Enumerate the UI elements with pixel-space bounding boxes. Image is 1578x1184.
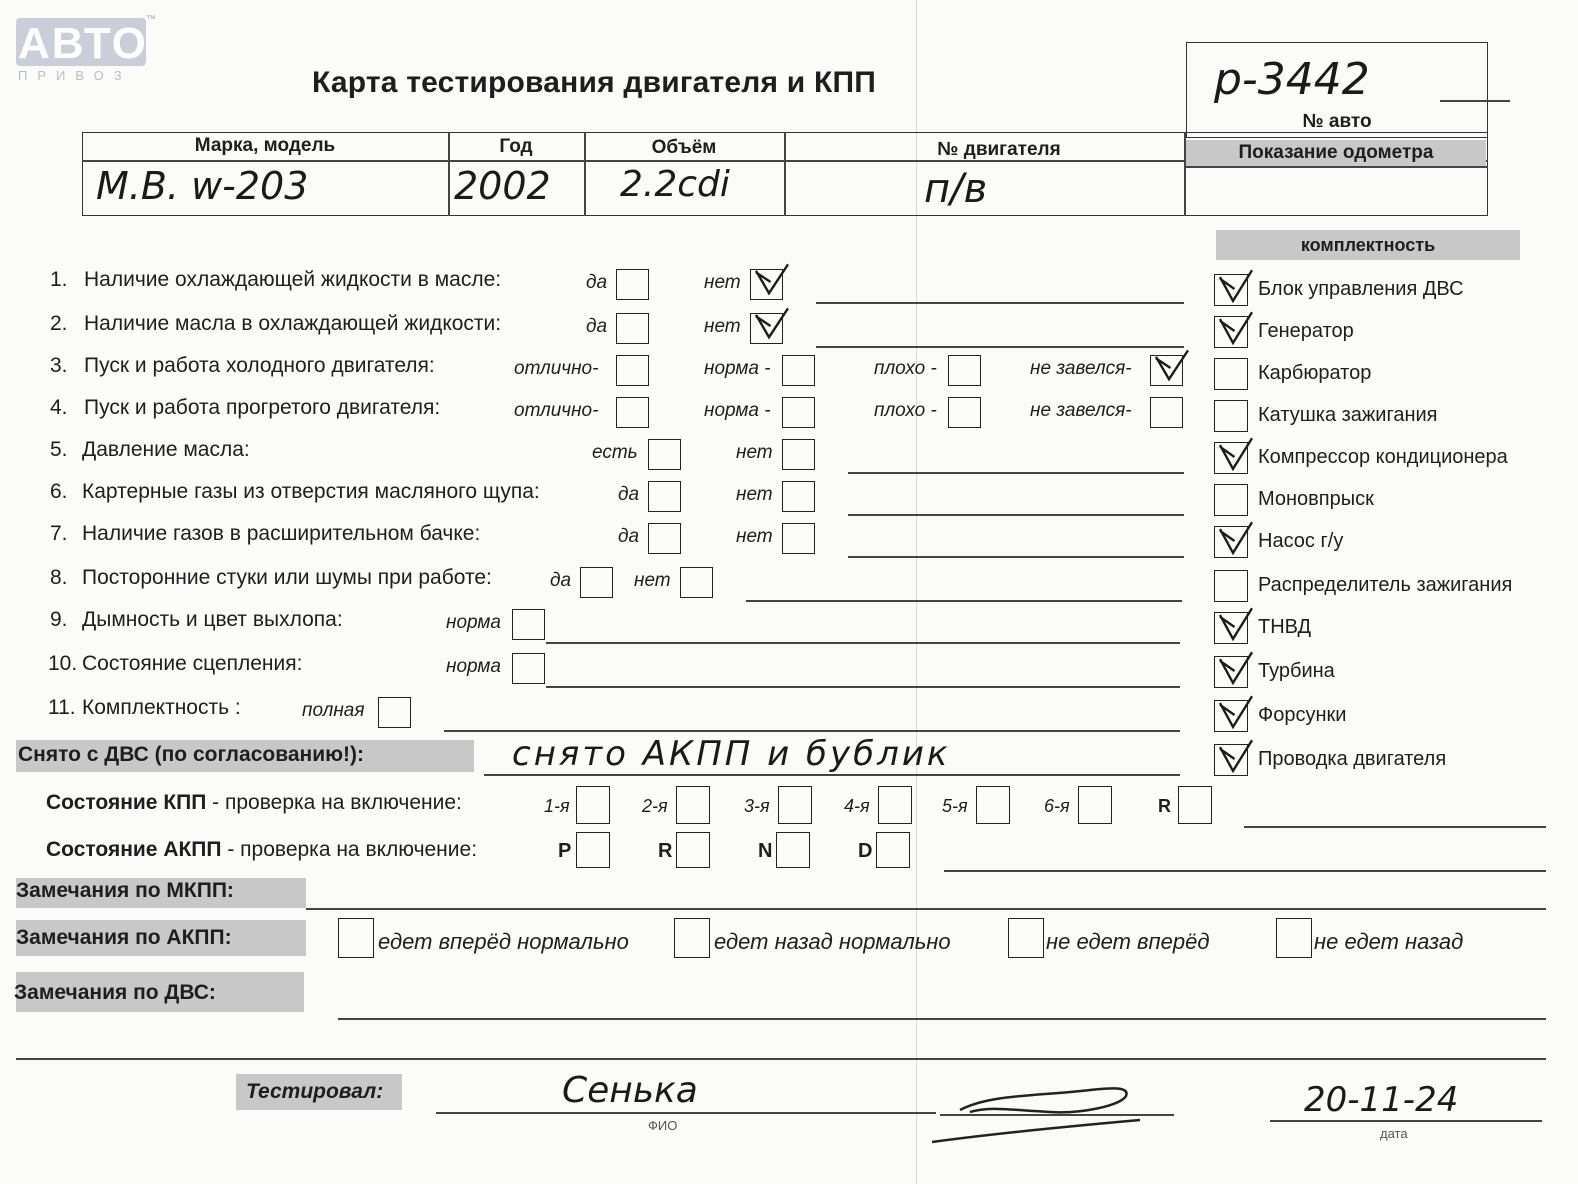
check-note-line <box>546 642 1180 644</box>
checkmark-icon <box>1218 314 1248 348</box>
check-note-line <box>816 346 1184 348</box>
kit-item-label: Распределитель зажигания <box>1258 574 1513 596</box>
kit-item-label: Проводка двигателя <box>1258 748 1447 770</box>
test-date: 20-11-24 <box>1304 1080 1459 1120</box>
checkmark-icon <box>1218 440 1248 474</box>
check-option-label: нет <box>704 316 741 337</box>
check-option-label: да <box>618 484 640 505</box>
check-label: Наличие газов в расширительном бачке: <box>82 522 481 545</box>
kit-item-box[interactable] <box>1214 484 1248 516</box>
check-option-box[interactable] <box>680 567 713 598</box>
check-option-label: нет <box>736 484 773 505</box>
check-option-label: плохо - <box>874 400 937 421</box>
kit-title: комплектность <box>1300 235 1436 255</box>
kpp-gear-label: 1-я <box>544 796 570 816</box>
page-title: Карта тестирования двигателя и КПП <box>312 66 876 99</box>
check-note-line <box>444 730 1180 732</box>
check-option-box[interactable] <box>616 355 649 386</box>
check-number: 4. <box>50 396 68 419</box>
check-label: Дымность и цвет выхлопа: <box>82 608 343 631</box>
removed-line <box>484 774 1180 776</box>
col-make-header: Марка, модель <box>194 135 336 156</box>
col-year-header: Год <box>499 136 533 157</box>
akpp-remark-box[interactable] <box>674 918 710 958</box>
checkmark-icon <box>754 310 784 342</box>
akpp-remark-box[interactable] <box>1008 918 1044 958</box>
make-value: M.B. w-203 <box>96 164 309 208</box>
removed-label: Снято с ДВС (по согласованию!): <box>18 743 365 766</box>
akpp-remark-label: едет назад нормально <box>714 929 951 954</box>
kpp-label: Состояние КПП - проверка на включение: <box>46 791 462 814</box>
check-option-label: да <box>586 272 608 293</box>
car-number-underline <box>1440 100 1510 102</box>
kit-item-label: Карбюратор <box>1258 362 1372 384</box>
removed-value: снято АКПП и бублик <box>512 734 951 774</box>
volume-value: 2.2cdi <box>620 164 730 205</box>
check-label: Состояние сцепления: <box>82 652 303 675</box>
check-option-box[interactable] <box>948 355 981 386</box>
kpp-gear-label: 4-я <box>844 796 870 816</box>
remarks-mkpp-line <box>306 908 1546 910</box>
check-option-label: нет <box>736 442 773 463</box>
check-option-box[interactable] <box>1150 397 1183 428</box>
checkmark-icon <box>1218 698 1248 732</box>
check-number: 7. <box>50 522 68 545</box>
kit-item-box[interactable] <box>1214 400 1248 432</box>
logo-text: АВТО <box>18 19 148 68</box>
check-option-label: да <box>550 570 572 591</box>
kpp-gear-box[interactable] <box>976 786 1010 824</box>
check-option-label: нет <box>736 526 773 547</box>
check-number: 10. <box>48 652 78 675</box>
kpp-gear-label: 2-я <box>642 796 668 816</box>
checkmark-icon <box>1218 272 1248 306</box>
check-option-box[interactable] <box>782 439 815 470</box>
kit-item-label: ТНВД <box>1258 616 1312 638</box>
kpp-gear-box[interactable] <box>1078 786 1112 824</box>
check-note-line <box>848 514 1184 516</box>
check-option-box[interactable] <box>782 397 815 428</box>
checkmark-icon <box>1218 524 1248 558</box>
checkmark-icon <box>1218 610 1248 644</box>
check-option-label: плохо - <box>874 358 937 379</box>
check-option-label: норма <box>446 656 501 677</box>
check-number: 9. <box>50 608 68 631</box>
akpp-gear-label: D <box>858 840 873 862</box>
tester-name: Сенька <box>562 1070 698 1111</box>
kpp-gear-box[interactable] <box>778 786 812 824</box>
check-option-label: отлично- <box>514 358 599 379</box>
kit-item-label: Компрессор кондиционера <box>1258 446 1508 468</box>
remarks-dvs-label: Замечания по ДВС: <box>14 981 216 1004</box>
akpp-remark-label: не едет назад <box>1314 929 1464 954</box>
kpp-line <box>1244 826 1546 828</box>
check-label: Давление масла: <box>82 438 250 461</box>
remarks-dvs-line-2 <box>16 1058 1546 1060</box>
check-option-box[interactable] <box>782 481 815 512</box>
fio-caption: ФИО <box>648 1118 678 1133</box>
check-note-line <box>546 686 1180 688</box>
akpp-line <box>944 870 1546 872</box>
kit-item-box[interactable] <box>1214 570 1248 602</box>
kit-item-label: Турбина <box>1258 660 1335 682</box>
check-option-box[interactable] <box>616 313 649 344</box>
date-caption: дата <box>1380 1126 1408 1141</box>
kit-item-box[interactable] <box>1214 358 1248 390</box>
check-option-label: нет <box>704 272 741 293</box>
engine-no-value: п/в <box>924 166 988 212</box>
logo-subtitle: ПРИВОЗ <box>18 68 132 83</box>
kit-item-label: Генератор <box>1258 320 1354 342</box>
test-date-line <box>1270 1120 1542 1122</box>
akpp-gear-box[interactable] <box>776 832 810 868</box>
akpp-gear-box[interactable] <box>576 832 610 868</box>
kpp-gear-box[interactable] <box>676 786 710 824</box>
kit-item-label: Катушка зажигания <box>1258 404 1438 426</box>
checkmark-icon <box>1218 654 1248 688</box>
akpp-gear-box[interactable] <box>676 832 710 868</box>
tested-label: Тестировал: <box>246 1080 384 1103</box>
check-option-label: норма - <box>704 358 771 379</box>
check-number: 8. <box>50 566 68 589</box>
check-option-label: полная <box>302 700 365 721</box>
kpp-gear-box[interactable] <box>1178 786 1212 824</box>
check-option-box[interactable] <box>512 653 545 684</box>
check-option-label: есть <box>592 442 638 463</box>
check-option-box[interactable] <box>782 355 815 386</box>
check-option-box[interactable] <box>378 697 411 728</box>
check-note-line <box>848 472 1184 474</box>
check-number: 11. <box>48 696 76 719</box>
col-engine-header: № двигателя <box>937 139 1061 160</box>
check-label: Комплектность : <box>82 696 241 719</box>
check-label: Наличие масла в охлаждающей жидкости: <box>84 312 502 335</box>
check-label: Наличие охлаждающей жидкости в масле: <box>84 268 502 291</box>
signature-line <box>940 1114 1174 1116</box>
signature-icon <box>930 1076 1150 1148</box>
check-option-box[interactable] <box>616 269 649 300</box>
odometer-divider <box>1184 166 1488 168</box>
kpp-gear-label: R <box>1158 796 1171 816</box>
remarks-akpp-label: Замечания по АКПП: <box>16 926 232 949</box>
year-value: 2002 <box>454 164 551 208</box>
check-note-line <box>848 556 1184 558</box>
kpp-gear-box[interactable] <box>878 786 912 824</box>
kpp-gear-box[interactable] <box>576 786 610 824</box>
check-option-label: да <box>618 526 640 547</box>
check-option-label: нет <box>634 570 671 591</box>
check-label: Картерные газы из отверстия масляного щупа: <box>82 480 540 503</box>
check-number: 3. <box>50 354 68 377</box>
check-note-line <box>816 302 1184 304</box>
check-label: Пуск и работа прогретого двигателя: <box>84 396 441 419</box>
car-number-value: р-3442 <box>1214 54 1370 105</box>
check-option-label: да <box>586 316 608 337</box>
col-volume-header: Объём <box>651 137 717 158</box>
kit-item-label: Моновпрыск <box>1258 488 1374 510</box>
kpp-gear-label: 3-я <box>744 796 770 816</box>
tester-name-line <box>436 1112 936 1114</box>
kpp-gear-label: 6-я <box>1044 796 1070 816</box>
kit-item-label: Форсунки <box>1258 704 1347 726</box>
check-option-label: отлично- <box>514 400 599 421</box>
check-label: Посторонние стуки или шумы при работе: <box>82 566 492 589</box>
check-option-box[interactable] <box>948 397 981 428</box>
kit-item-label: Блок управления ДВС <box>1258 278 1464 300</box>
check-option-box[interactable] <box>782 523 815 554</box>
check-label: Пуск и работа холодного двигателя: <box>84 354 435 377</box>
checkmark-icon <box>1218 742 1248 776</box>
akpp-remark-box[interactable] <box>338 918 374 958</box>
check-option-label: норма <box>446 612 501 633</box>
logo-tm: ™ <box>146 14 156 25</box>
checkmark-icon <box>1154 352 1184 384</box>
checkmark-icon <box>754 266 784 298</box>
check-option-box[interactable] <box>648 481 681 512</box>
check-option-label: не завелся- <box>1030 400 1132 421</box>
check-number: 5. <box>50 438 68 461</box>
akpp-remark-label: не едет вперёд <box>1046 929 1210 954</box>
check-note-line <box>746 600 1182 602</box>
akpp-gear-box[interactable] <box>876 832 910 868</box>
check-option-label: не завелся- <box>1030 358 1132 379</box>
check-option-box[interactable] <box>616 397 649 428</box>
remarks-dvs-line <box>338 1018 1546 1020</box>
check-number: 6. <box>50 480 68 503</box>
check-number: 2. <box>50 312 68 335</box>
check-option-box[interactable] <box>512 609 545 640</box>
akpp-remark-box[interactable] <box>1276 918 1312 958</box>
check-option-box[interactable] <box>580 567 613 598</box>
akpp-gear-label: N <box>758 840 773 862</box>
check-option-box[interactable] <box>648 523 681 554</box>
car-number-label: № авто <box>1302 111 1372 132</box>
kpp-gear-label: 5-я <box>942 796 968 816</box>
check-number: 1. <box>50 268 68 291</box>
check-option-box[interactable] <box>648 439 681 470</box>
akpp-gear-label: R <box>658 840 673 862</box>
odometer-label: Показание одометра <box>1238 142 1434 163</box>
remarks-mkpp-label: Замечания по МКПП: <box>16 879 234 902</box>
akpp-label: Состояние АКПП - проверка на включение: <box>46 838 478 861</box>
akpp-gear-label: P <box>558 840 572 862</box>
check-option-label: норма - <box>704 400 771 421</box>
akpp-remark-label: едет вперёд нормально <box>378 929 629 954</box>
kit-item-label: Насос г/у <box>1258 530 1344 552</box>
